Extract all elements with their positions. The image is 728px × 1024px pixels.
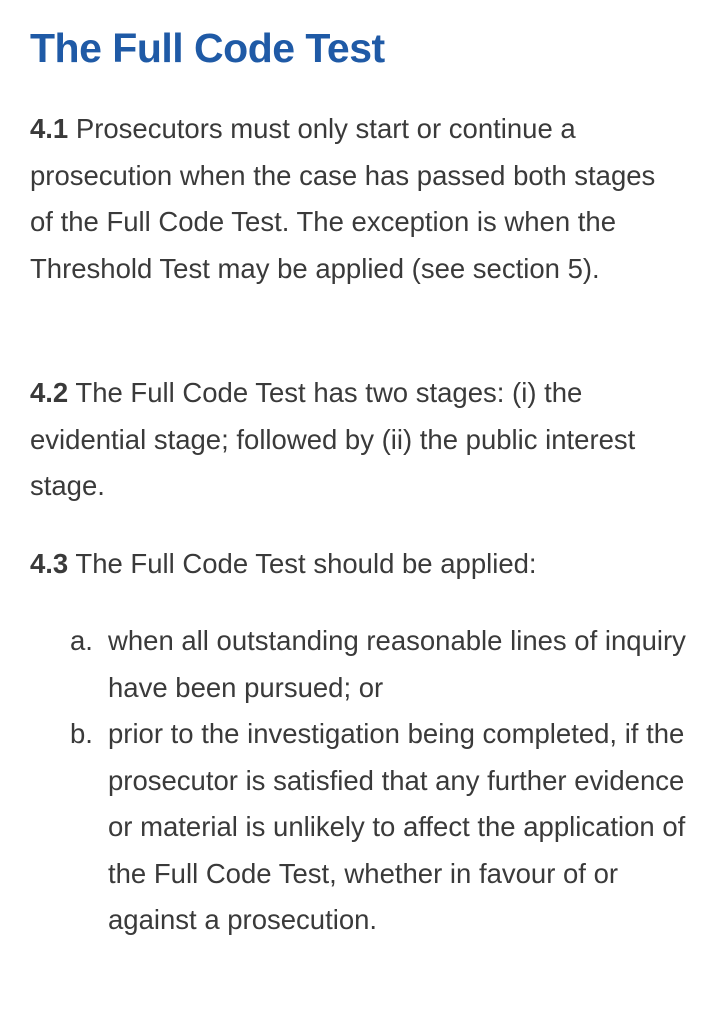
section-number: 4.1 [30, 113, 69, 144]
list-item [30, 618, 698, 711]
list-item-text: when all outstanding reasonable lines of inquiry have been pursued; or [108, 625, 686, 703]
criteria-list [30, 618, 698, 944]
section-4-1 [30, 106, 670, 292]
section-number: 4.2 [30, 377, 69, 408]
list-marker: a. [70, 625, 93, 656]
list-item-text: prior to the investigation being completed, if the prosecutor is satisfied that any further evidence or material is unlikely to affect the application of the Full Code Test, whether in favour of or against a prosecution. [108, 718, 686, 935]
section-text: The Full Code Test should be applied: [75, 548, 537, 579]
section-4-3 [30, 541, 670, 588]
section-4-2 [30, 370, 670, 510]
section-text: Prosecutors must only start or continue a prosecution when the case has passed both stages of the Full Code Test. The exception is when the Threshold Test may be applied (see section 5). [30, 113, 656, 284]
list-marker: b. [70, 718, 93, 749]
section-text: The Full Code Test has two stages: (i) the evidential stage; followed by (ii) the public interest stage. [30, 377, 636, 501]
section-number: 4.3 [30, 548, 69, 579]
list-item [30, 711, 698, 944]
page-title: The Full Code Test [30, 25, 385, 71]
